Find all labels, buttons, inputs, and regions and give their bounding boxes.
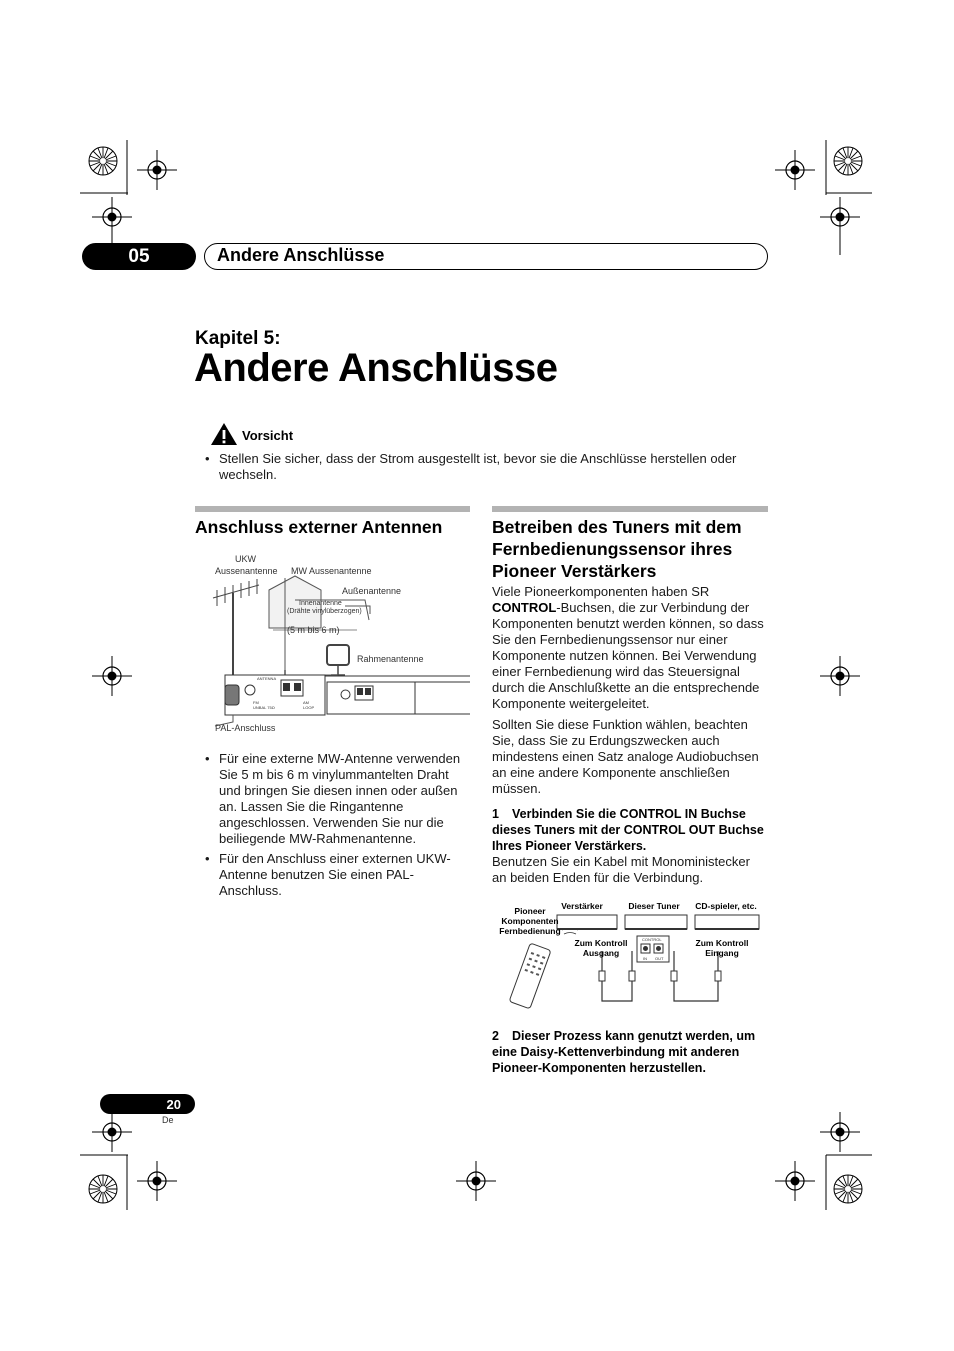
indoor-antenna-label-1: Innenantenne <box>299 600 342 607</box>
step-2-number: 2 <box>492 1029 499 1043</box>
remote-label-3: Fernbedienung <box>499 926 561 936</box>
step-1-number: 1 <box>492 807 499 821</box>
panel-am-label: AM <box>303 700 309 705</box>
panel-control-label: CONTROL <box>642 937 662 942</box>
chapter-title: Andere Anschlüsse <box>194 346 558 390</box>
control-term: CONTROL <box>492 600 557 615</box>
panel-fm-label: FM <box>253 700 259 705</box>
step-1-text: Verbinden Sie die CONTROL IN Buchse dieses Tuners mit der CONTROL OUT Buchse Ihres Pioneer Verstärkers. <box>492 807 764 853</box>
tuner-paragraph-1-pre: Viele Pioneerkomponenten haben SR <box>492 584 710 599</box>
panel-unbal-label: UNBAL 75Ω <box>253 705 275 710</box>
tuner-title-line-2: Fernbedienungssensor ihres <box>492 539 733 559</box>
step-2-heading <box>492 1028 768 1076</box>
ukw-antenna-label-1: UKW <box>235 554 256 564</box>
amplifier-label: Verstärker <box>561 901 603 911</box>
control-out-label-1: Zum Kontroll <box>574 938 628 948</box>
control-diagram <box>492 896 768 1016</box>
outdoor-antenna-label: Außenantenne <box>342 586 402 596</box>
step-2-text: Dieser Prozess kann genutzt werden, um eine Daisy-Kettenverbindung mit anderen Pioneer-Komponenten herzustellen. <box>492 1029 756 1075</box>
section-rule-antenna <box>195 506 470 512</box>
pal-connector-label: PAL-Anschluss <box>215 723 276 733</box>
antenna-bullet-2: • Für den Anschluss einer externen UKW-Antenne benutzen Sie einen PAL-Anschluss. <box>205 851 467 899</box>
wire-length-label: (5 m bis 6 m) <box>287 625 340 635</box>
panel-in-label: IN <box>643 956 647 961</box>
panel-antenna-label: ANTENNA <box>257 676 277 681</box>
antenna-diagram-drawing <box>195 550 470 740</box>
warning-icon <box>210 422 238 446</box>
tuner-title-line-3: Pioneer Verstärkers <box>492 561 657 581</box>
chapter-label: Kapitel 5: <box>195 328 281 349</box>
tuner-section-title <box>492 516 772 582</box>
remote-label-2: Komponenten <box>501 916 559 926</box>
panel-out-label: OUT <box>655 956 664 961</box>
control-out-label-2: Ausgang <box>582 948 620 958</box>
antenna-diagram <box>195 550 470 740</box>
antenna-section-title: Anschluss externer Antennen <box>195 517 443 537</box>
section-rule-tuner <box>492 506 768 512</box>
mw-antenna-label: MW Aussenantenne <box>291 566 372 576</box>
panel-loop-label: LOOP <box>303 705 315 710</box>
control-in-label-1: Zum Kontroll <box>695 938 749 948</box>
caution-text: • Stellen Sie sicher, dass der Strom ausgestellt ist, bevor sie die Anschlüsse herstellen oder wechseln. <box>205 451 779 483</box>
step-1-description: Benutzen Sie ein Kabel mit Monoministecker an beiden Enden für die Verbindung. <box>492 854 750 885</box>
page-number: 20 <box>100 1094 195 1114</box>
this-tuner-label: Dieser Tuner <box>628 901 680 911</box>
cd-player-label: CD-spieler, etc. <box>695 901 757 911</box>
antenna-bullet-1: • Für eine externe MW-Antenne verwenden Sie 5 m bis 6 m vinylummantelten Draht und bringen Sie diesen innen oder außen an. Lassen Sie die Ringantenne angeschlossen. Verwenden Sie nur die beiliegende MW-Rahmenantenne. <box>205 751 467 847</box>
tuner-paragraph-1 <box>492 584 768 712</box>
antenna-bullet-list <box>205 751 467 899</box>
indoor-antenna-label-2: (Drähte vinylüberzogen) <box>287 608 362 615</box>
remote-label-1: Pioneer <box>514 906 546 916</box>
step-1-heading <box>492 806 768 854</box>
caution-label: Vorsicht <box>242 428 294 443</box>
tuner-title-line-1: Betreiben des Tuners mit dem <box>492 517 742 537</box>
loop-antenna-label: Rahmenantenne <box>357 654 424 664</box>
tuner-paragraph-2: Sollten Sie diese Funktion wählen, beachten Sie, dass Sie zu Erdungszwecken auch mindestens einen Satz analoge Audiobuchsen an eine andere Komponente anschließen müssen. <box>492 717 759 796</box>
header-title: Andere Anschlüsse <box>217 245 385 265</box>
chapter-number-badge: 05 <box>82 243 196 270</box>
control-in-label-2: Eingang <box>705 948 739 958</box>
tuner-paragraph-1-post: -Buchsen, die zur Verbindung der Komponenten benutzt werden können, so dass Sie den Fernbedienungssensor nur einer Komponente nutzen können. Bei Verwendung einer Fernbedienung wird das Steuersignal durch die Anschlußkette an die entsprechende Komponente weitergeleitet. <box>492 600 764 711</box>
page-language: De <box>162 1115 174 1125</box>
ukw-antenna-label-2: Aussenantenne <box>215 566 278 576</box>
